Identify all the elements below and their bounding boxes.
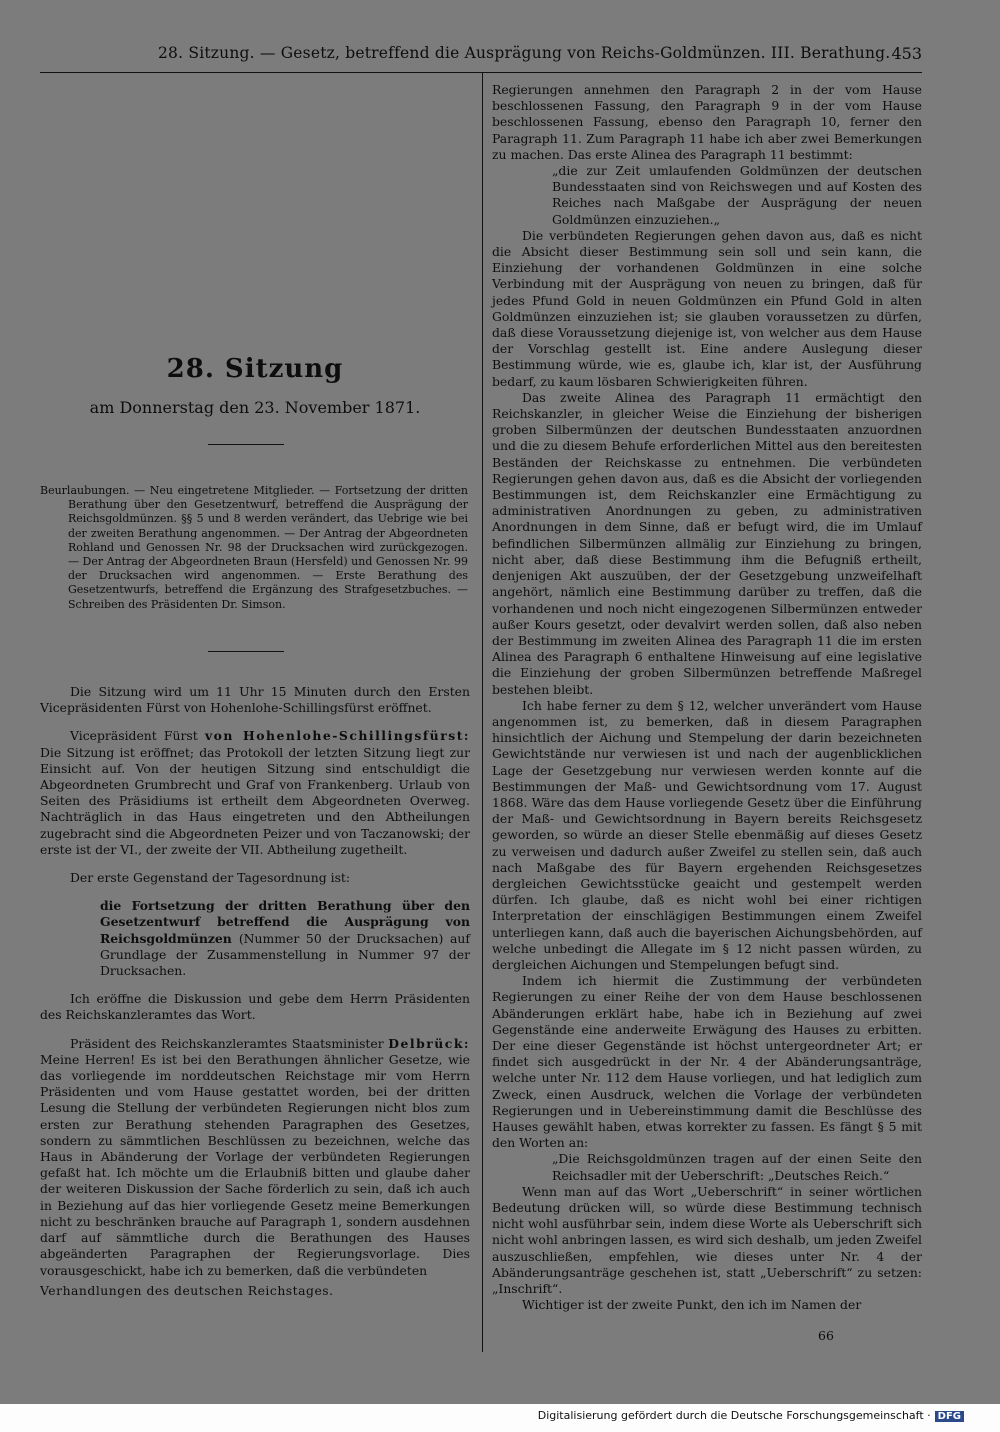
speech-text: Die Sitzung ist eröffnet; das Protokoll der letzten Sitzung liegt zur Einsicht auf. Von der heutigen Sitzung sind entschuldigt die Abgeordneten Grumbrecht und Graf von Frankenberg. Urlaub von Seiten des Präsidiums ist ertheilt dem Abgeordneten Overweg. Nachträglich in das Haus eingetreten und den Abtheilungen zugebracht sind die Abgeordneten Peizer und von Taczanowski; der erste ist der VI., der zweite der VII. Abtheilung zugetheilt.	[40, 744, 470, 857]
divider-short	[208, 651, 284, 652]
right-column	[492, 82, 922, 1313]
paragraph: Die verbündeten Regierungen gehen davon aus, daß es nicht die Absicht dieser Bestimmung sein soll und sein kann, die Einziehung der vorhandenen Goldmünzen in eine solche Verbindung mit der Ausprägung von neuen zu bringen, daß für jedes Pfund Gold in neuen Goldmünzen ein Pfund Gold in alten Goldmünzen einzuziehen ist; sie glauben voraussetzen zu dürfen, daß diese Voraussetzung diejenige ist, von welcher aus dem Hause der Vorschlag gestellt ist. Eine andere Auslegung dieser Bestimmung würde, wie es, glaube ich, klar ist, der Ausführung bedarf, zu kaum lösbaren Schwierigkeiten führen.	[492, 227, 922, 389]
paragraph: Ich habe ferner zu dem § 12, welcher unverändert vom Hause angenommen ist, zu bemerken, daß in diesem Paragraphen hinsichtlich der Aichung und Stempelung der darin bezeichneten Gewichtstände nur verwiesen ist und nach der augenblicklichen Lage der Gesetzgebung nur verwiesen werden konnte auf die Bestimmungen der Maß- und Gewichtsordnung vom 17. August 1868. Wäre das dem Hause vorliegende Gesetz über die Einführung der Maß- und Gewichtsordnung in Bayern bereits Reichsgesetz geworden, so würde an dieser Stelle ebenmäßig auf dieses Gesetz zu verweisen und dadurch außer Zweifel zu stellen sein, daß auch nach Maßgabe des für Bayern ergehenden Reichsgesetzes dergleichen Gewichtsstücke geaicht und gestempelt werden dürfen. Ich glaube, daß es nicht wohl bei einer richtigen Interpretation der einschlägigen Bestimmungen einem Zweifel unterliegen kann, daß auch die bayerischen Aichungsbehörden, auf welche unbedingt die Allegate im § 12 nicht passen würden, zu dergleichen Aichungen und Stempelungen befugt sind.	[492, 697, 922, 972]
agenda-item	[40, 898, 470, 979]
paragraph	[40, 728, 470, 858]
quotation: „die zur Zeit umlaufenden Goldmünzen der deutschen Bundesstaaten sind von Reichswegen und auf Kosten des Reiches nach Maßgabe der Ausprägung der neuen Goldmünzen einzuziehen.„	[552, 163, 922, 227]
paragraph: Ich eröffne die Diskussion und gebe dem Herrn Präsidenten des Reichskanzleramtes das Wort.	[40, 991, 470, 1023]
paragraph: Der erste Gegenstand der Tagesordnung ist:	[70, 870, 351, 886]
summary-text: Beurlaubungen. — Neu eingetretene Mitglieder. — Fortsetzung der dritten Berathung über den Gesetzentwurf, betreffend die Ausprägung der Reichsgoldmünzen. §§ 5 und 8 werden verändert, das Uebrige wie bei der zweiten Berathung angenommen. — Der Antrag der Abgeordneten Rohland und Genossen Nr. 98 der Drucksachen wird zurückgezogen. — Der Antrag der Abgeordneten Braun (Hersfeld) und Genossen Nr. 99 der Drucksachen wird angenommen. — Erste Berathung des Gesetzentwurfs, betreffend die Ergänzung des Strafgesetzbuches. — Schreiben des Präsidenten Dr. Simson.	[40, 484, 468, 611]
paragraph: Wichtiger ist der zweite Punkt, den ich im Namen der	[522, 1297, 862, 1313]
agenda-ref: (Nummer 50 der Drucksachen) auf Grundlage der Zusammenstellung in Nummer 97 der Drucksachen.	[100, 930, 470, 979]
session-summary	[40, 484, 468, 612]
speaker-label: Vicepräsident Fürst	[70, 728, 198, 744]
speech-text: Meine Herren! Es ist bei den Berathungen ähnlicher Gesetze, wie das vorliegende im norddeutschen Reichstage mir vom Herrn Präsidenten und vom Hause gestattet worden, bei der dritten Lesung die Stellung der verbündeten Regierungen nicht blos zum ersten zur Berathung stehenden Paragraphen des Gesetzes, sondern zu sämmtlichen Beschlüssen zu bezeichnen, welche das Haus in Abänderung der Vorlage der verbündeten Regierungen gefaßt hat. Ich möchte um die Erlaubniß bitten und glaube daher der weiteren Diskussion der Sache förderlich zu sein, daß ich auch in Beziehung auf das hier vorliegende Gesetz meine Bemerkungen nicht zu beschränken brauche auf Paragraph 1, sondern ausdehnen darf auf sämmtliche durch die Berathungen des Hauses abgeänderten Paragraphen der Regierungsvorlage. Dies vorausgeschickt, habe ich zu bemerken, daß die verbündeten	[40, 1051, 470, 1278]
header-rule	[40, 72, 922, 73]
signature-mark: 66	[818, 1328, 834, 1343]
page-number: 453	[891, 44, 922, 63]
agenda-title: die Fortsetzung der dritten Berathung über den Gesetzentwurf betreffend die Ausprägung von Reichsgoldmünzen	[100, 898, 470, 946]
header-title: 28. Sitzung. — Gesetz, betreffend die Ausprägung von Reichs-Goldmünzen. III. Berathung.	[158, 44, 891, 62]
speaker-name: von Hohenlohe-Schillingsfürst:	[204, 728, 470, 744]
source-line: Verhandlungen des deutschen Reichstages.	[40, 1282, 334, 1298]
credit-text: Digitalisierung gefördert durch die Deutsche Forschungsgemeinschaft ·	[537, 1409, 931, 1422]
quotation: „Die Reichsgoldmünzen tragen auf der einen Seite den Reichsadler mit der Ueberschrift: „Deutsches Reich.“	[552, 1151, 922, 1183]
session-title: 28. Sitzung	[166, 354, 344, 384]
paragraph: Wenn man auf das Wort „Ueberschrift“ in seiner wörtlichen Bedeutung drücken will, so würde diese Bestimmung technisch nicht wohl ausführbar sein, indem diese Worte als Ueberschrift sich nicht wohl anbringen lassen, es wird sich deshalb, um jeden Zweifel auszuschließen, empfehlen, wie dieses unter Nr. 4 der Abänderungsanträge geschehen ist, statt „Ueberschrift“ zu setzen: „Inschrift“.	[492, 1183, 922, 1297]
speaker-name: Delbrück:	[388, 1035, 470, 1051]
paragraph: Das zweite Alinea des Paragraph 11 ermächtigt den Reichskanzler, in gleicher Weise die Einziehung der bisherigen groben Silbermünzen der deutschen Bundesstaaten anzuordnen und die zu diesem Behufe erforderlichen Mittel aus den bereitesten Beständen der Reichskasse zu entnehmen. Die verbündeten Regierungen gehen davon aus, daß es die Absicht der vorliegenden Bestimmungen ist, dem Reichskanzler eine Ermächtigung zu administrativen Anordnungen zu geben, zu administrativen Anordnungen in dem Sinne, daß er befugt wird, die im Umlauf befindlichen Silbermünzen allmälig zur Einziehung zu bringen, nicht aber, daß diese Bestimmung ihm die Befugniß ertheilt, denjenigen Akt auszuüben, der der Gesetzgebung unzweifelhaft angehört, nämlich eine Bestimmung darüber zu treffen, daß die vorhandenen und noch nicht eingezogenen Silbermünzen entweder außer Kours gesetzt, oder devalvirt werden sollen, daß also neben der Bestimmung im zweiten Alinea des Paragraph 11 die im ersten Alinea des Paragraph 6 enthaltene Hinweisung auf eine legislative die Einziehung der groben Silbermünzen betreffende Maßregel bestehen bleibt.	[492, 389, 922, 697]
session-date: am Donnerstag den 23. November 1871.	[89, 398, 421, 417]
running-header	[40, 40, 922, 70]
paragraph: Regierungen annehmen den Paragraph 2 in der vom Hause beschlossenen Fassung, den Paragraph 9 in der vom Hause beschlossenen Fassung, ebenso den Paragraph 10, ferner den Paragraph 11. Zum Paragraph 11 habe ich aber zwei Bemerkungen zu machen. Das erste Alinea des Paragraph 11 bestimmt:	[492, 82, 922, 162]
paragraph: Die Sitzung wird um 11 Uhr 15 Minuten durch den Ersten Vicepräsidenten Fürst von Hohenlohe-Schillingsfürst eröffnet.	[40, 684, 470, 716]
paragraph: Indem ich hiermit die Zustimmung der verbündeten Regierungen zu einer Reihe der von dem Hause beschlossenen Abänderungen erklärt habe, habe ich in Beziehung auf zwei Gegenstände eine anderweite Erwägung des Hauses zu erbitten. Der eine dieser Gegenstände ist höchst untergeordneter Art; er findet sich ausgedrückt in der Nr. 4 der Abänderungsanträge, welche unter Nr. 112 dem Hause vorliegen, und hat lediglich zum Zweck, einen Ausdruck, welchen die Vorlage der verbündeten Regierungen und in Uebereinstimmung damit die Beschlüsse des Hauses gewählt haben, etwas korrekter zu fassen. Es fängt § 5 mit den Worten an:	[492, 973, 922, 1151]
divider-short	[208, 444, 284, 445]
paragraph	[40, 1036, 470, 1279]
left-column	[40, 684, 470, 1299]
speaker-label: Präsident des Reichskanzleramtes Staatsminister	[70, 1035, 384, 1051]
digitization-credit	[538, 1409, 964, 1422]
column-divider	[482, 72, 483, 1352]
dfg-logo: DFG	[935, 1411, 964, 1422]
